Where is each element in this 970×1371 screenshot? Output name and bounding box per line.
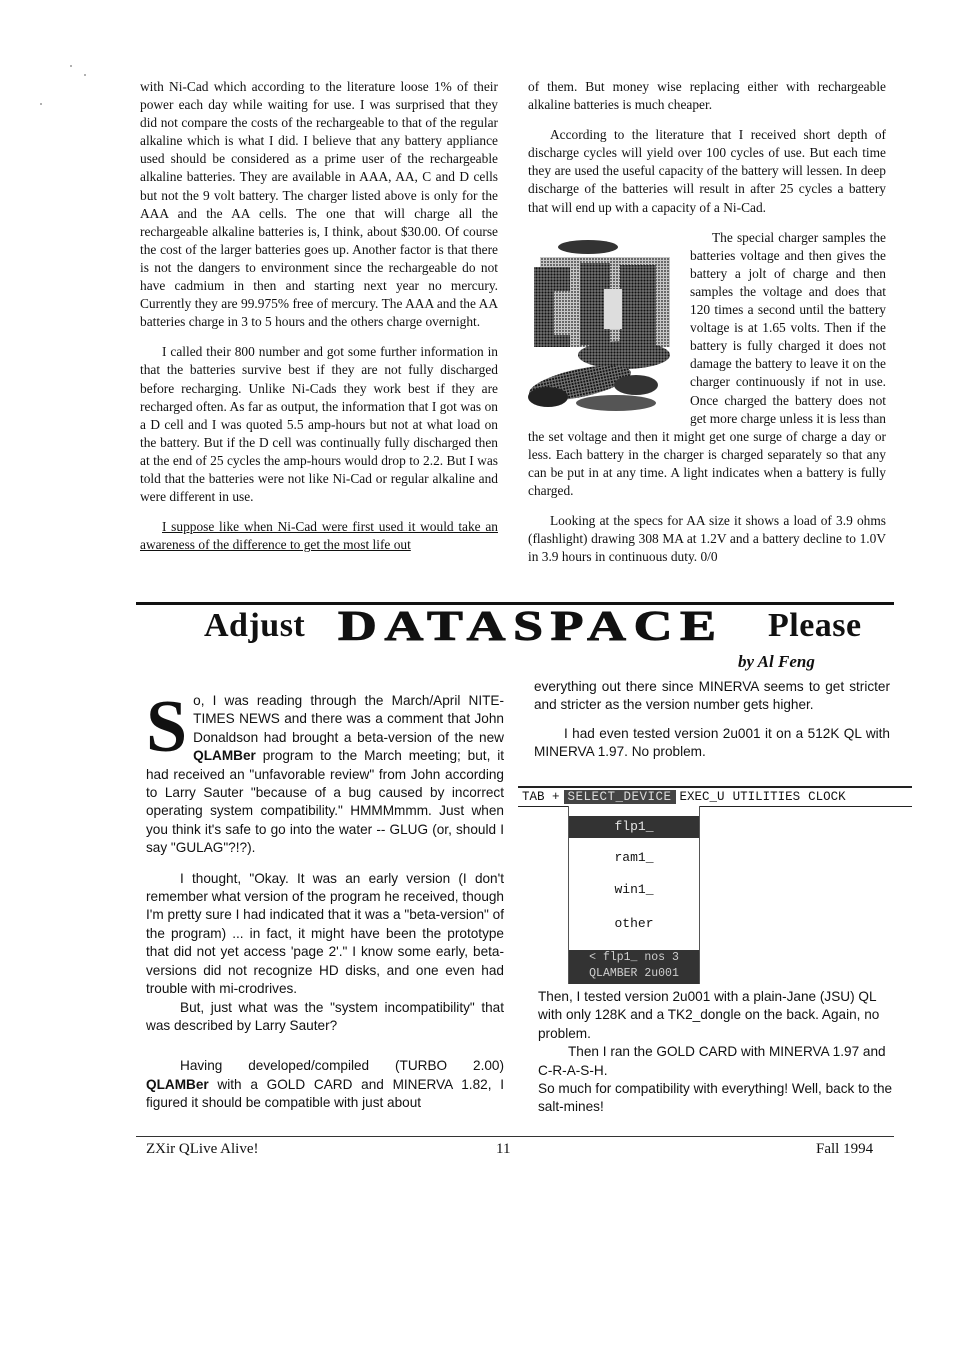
ql-menu-utilities: UTILITIES: [732, 790, 801, 804]
ql-menu-clock: CLOCK: [808, 790, 846, 804]
program-name: QLAMBer: [193, 748, 256, 764]
battery-paragraph-with-photo: [528, 229, 886, 500]
battery-article-right-column: [528, 78, 886, 566]
ql-device-item: other: [614, 916, 654, 931]
drop-cap: S: [146, 686, 188, 768]
intro-paragraph: So, I was reading through the March/April NITE-TIMES NEWS and there was a comment that John Donaldson had brought a beta-version of the new QLAMBer program to the March meeting; but, it had received an "unfavorable review" from John according to Larry Sauter "because of a bug caused by incorrect operating system compatibility." HMMMmmm. Just when you think it's safe to go into the water -- GLUG (or, should I say "GULAG"?!?).: [146, 686, 504, 856]
article-paragraph: So much for compatibility with everything! Well, back to the salt-mines!: [538, 1081, 893, 1115]
article-paragraph: I had even tested version 2u001 it on a 512K QL with MINERVA 1.97. No problem.: [534, 725, 890, 760]
ql-device-item: win1_: [614, 882, 654, 897]
program-name: QLAMBer: [146, 1076, 209, 1092]
battery-charger-photo: [520, 237, 678, 415]
battery-paragraph: I suppose like when Ni-Cad were first used it would take an awareness of the difference to get the most life out: [140, 519, 498, 553]
battery-paragraph: I called their 800 number and got some further information in that the batteries survive best if they are not fully discharged before recharging. Unlike Ni-Cads they work best if they are recharged often. As far as output, the information that I got was on a D cell and I was quoted 5.5 amp-hours but not at what load on the battery. But if the D cell was continually fully discharged then at the end of 25 cycles the amp-hours would drop to 2.2. But I was told that the batteries were not like Ni-Cad or regular alkaline and were different in use.: [140, 344, 498, 505]
ql-menu-select-device: SELECT_DEVICE: [564, 790, 676, 804]
ql-device-item: flp1_: [569, 816, 699, 838]
ql-status-footer: < flp1_ nos 3 QLAMBER 2u001: [569, 950, 699, 984]
article-paragraph: everything out there since MINERVA seems to get stricter and stricter as the version number gets higher.: [534, 679, 890, 713]
headline-word-adjust: Adjust: [204, 607, 306, 644]
article-paragraph: Having developed/compiled (TURBO 2.00) QLAMBer with a GOLD CARD and MINERVA 1.82, I figured it should be compatible with just about: [146, 1058, 504, 1111]
ql-device-list: [568, 806, 700, 984]
footer-publication: ZXir QLive Alive!: [146, 1141, 259, 1157]
dataspace-article-right-column-top: [534, 678, 890, 762]
article-paragraph: Then, I tested version 2u001 with a plain-Jane (JSU) QL with only 128K and a TK2_dongle on the back. Again, no problem.: [538, 989, 880, 1041]
ql-device-item: ram1_: [614, 850, 654, 865]
dataspace-article-left-column: [146, 686, 504, 1113]
footer-issue: Fall 1994: [816, 1141, 874, 1157]
battery-article-left-column: [140, 78, 498, 554]
footer-page-number: 11: [496, 1141, 511, 1157]
battery-paragraph: with Ni-Cad which according to the literature loose 1% of their power each day while waiting for use. I was surprised that they did not compare the costs of the rechargeable to that of the regular alkaline which is what I did. I believe that any battery appliance used should be considered as a prime user of the rechargeable alkaline batteries. They are available in AAA, AA, C and D cells but not the 9 volt battery. The charger listed above is only for the AAA and the AA cells. The one that will charge all the rechargeable alkaline batteries is, I think, about $30.00. Of course the cost of the larger batteries goes up. Another factor is that there is not the dangers to environment since the rechargeable do not have cadmium in then and starting next year no mercury. Currently they are 99.975% free of mercury. The AAA and the AA batteries charge in 3 to 5 hours and the others charge overnight.: [140, 79, 498, 330]
battery-paragraph: Looking at the specs for AA size it shows a load of 3.9 ohms (flashlight) drawing 308 MA at 1.2V and a battery decline to 1.0V in 3.9 hours in continuous duty. 0/0: [528, 513, 886, 565]
article-byline: by Al Feng: [738, 652, 815, 671]
headline-word-please: Please: [768, 607, 862, 644]
scan-speck: [84, 74, 86, 76]
article-paragraph: I thought, "Okay. It was an early version (I don't remember what version of the program he received, though I'm pretty sure I had indicated that it was a "beta-version" of the program) ... in fact, it might have been the prototype that did not yet access 'page 2'." I know some early, beta-versions did not recognize HD disks, and one even had trouble with mi-crodrives.: [146, 870, 504, 997]
ql-menu-bar: [518, 786, 912, 807]
scan-speck: [40, 103, 42, 105]
ql-menu-tab: TAB +: [522, 790, 560, 804]
article-headline: [140, 604, 880, 657]
scan-speck: [70, 65, 72, 67]
article-paragraph: But, just what was the "system incompatibility" that was described by Larry Sauter?: [146, 999, 504, 1033]
headline-word-dataspace: DATASPACE: [338, 604, 724, 650]
article-paragraph: Then I ran the GOLD CARD with MINERVA 1.97 and C-R-A-S-H.: [538, 1044, 886, 1078]
battery-paragraph: According to the literature that I received short depth of discharge cycles will yield over 100 cycles of use. But each time they are used the useful capacity of the battery will lessen. In deep discharge of the batteries will result in after 25 cycles a battery that will end up with a capacity of a Ni-Cad.: [528, 127, 886, 215]
dataspace-article-right-column-bottom: [538, 988, 894, 1117]
battery-paragraph: of them. But money wise replacing either with rechargeable alkaline batteries is much cheaper.: [528, 79, 886, 113]
charger-paragraph-text: The special charger samples the batteries voltage and then gives the battery a jolt of charge and then samples the voltage and does that 120 times a second until the battery voltage is at 1.65 volts. Then if the battery is fully charged it does not damage the battery to leave it on the charger continuously if not in use. Once charged the battery does not get more charge unless it is less than the set voltage and then it might get one surge of charge a day or less. Each battery in the charger is charged separately so that any can be put in at any time. A light indicates when a battery is fully charged.: [528, 229, 886, 498]
footer-divider: [136, 1136, 894, 1137]
qlamber-menu-screenshot: [518, 786, 912, 984]
ql-menu-exec: EXEC_U: [679, 790, 725, 804]
